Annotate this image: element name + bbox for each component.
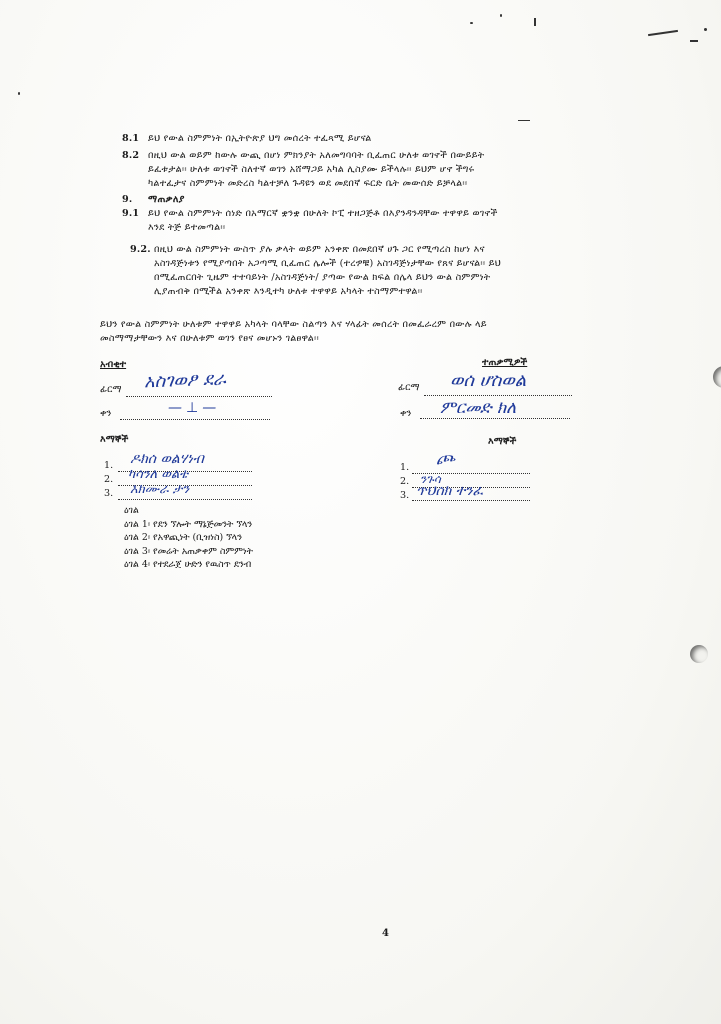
page-number: 4: [382, 928, 389, 939]
punch-hole: [690, 645, 708, 663]
punch-hole: [713, 366, 721, 388]
clause-number: 8.1: [122, 133, 140, 144]
annex-title: ዕገል: [124, 505, 139, 516]
clause-number: 9.2.: [130, 244, 151, 255]
sign-label-left: ፊርማ: [100, 384, 122, 395]
clause-line: በሚፈጠርበት ጊዜም ተተባይነት /አስገዳጅነት/ ያጣው የውል ክፍል በሌላ ይህን ውል ስምምነት: [154, 272, 491, 283]
scan-speck: [648, 30, 678, 36]
date-line: [420, 418, 570, 419]
annex-item: ዕገል 3፡ የመሬት አጠቃቀም ስምምነት: [124, 545, 253, 557]
closing-line: መስማማታቸውን እና በሁለቱም ወገን የፀና መሆኑን ገልፀዋል፡፡: [100, 333, 319, 344]
clause-line: ይህ የውል ስምምነት በኢትዮጵያ ህግ መሰረት ተፈጻሚ ይሆናል: [148, 133, 372, 144]
sign-label-right: ፊርማ: [398, 382, 420, 393]
clause-line: በዚህ ውል ስምምነት ውስጥ ያሉ ቃላት ወይም አንቀጽ በመደበኛ ሀጉ ጋር የሚጣረስ ከሆነ እና: [154, 244, 485, 255]
scan-speck: [534, 18, 536, 26]
signature-line: [424, 395, 572, 396]
closing-line: ይህን የውል ስምምነት ሁለቱም ተዋዋይ አካላት ባላቸው ስልጣን እና ሃላፊት መሰረት በመፈራረም በውሉ ላይ: [100, 319, 487, 330]
scan-speck: [690, 40, 698, 42]
annex-item: ዕገል 2፡ የአዋጪነት (ቢዝነስ) ኘላን: [124, 532, 242, 543]
witness-signature: ዶክሰ ወልሃነብ: [130, 451, 204, 467]
clause-number: 8.2: [122, 150, 140, 161]
clause-line: ካልተፈታና ስምምነት መድረስ ካልተቻለ ጉዳዩን ወደ መደበኛ ፍርድ ቤት መውሰድ ይቻላል፡፡: [148, 178, 468, 189]
witness-signature: ካሳንለ ወልቴ: [128, 467, 188, 482]
witness-signature: ንጉሳ: [420, 472, 441, 486]
clause-line: በዚህ ውል ወይም ከውሉ ውጪ በሆነ ምክንያት አለመግባባት ቢፈጠር ሁለቱ ወገኖች በውይይት: [148, 150, 485, 161]
annex-item: ዕገል 4፡ የተደራጀ ሁድን የዉስጥ ደንብ: [124, 559, 252, 570]
witnesses-title-right: እማኞች: [488, 436, 517, 447]
scan-speck: [704, 28, 707, 31]
signature-line: [126, 396, 272, 397]
witness-number: 2.: [104, 474, 114, 485]
witness-line: [118, 499, 252, 500]
clause-line: አስገዳጅነቱን የሚያጣበት አጋጣሚ ቢፈጠር ሌሎች (ተረፇቹ) አስገዳጅነታቸው የጸና ይሆናል፡፡ ይህ: [154, 258, 501, 269]
scan-speck: [518, 120, 530, 121]
date-label-left: ቀን: [100, 408, 112, 419]
clause-number: 9.1: [122, 208, 140, 219]
clause-line: ይህ የውል ስምምነት ሰነድ በአማርኛ ቋንቋ በሁለት ኮፒ ተዘጋጅቶ በእያንዳንዳቸው ተዋዋይ ወገኖች: [148, 208, 498, 219]
date-label-right: ቀን: [400, 408, 412, 419]
clause-line: ሊያጠብቅ በሚችል አንቀጽ እንዲተካ ሁለቱ ተዋዋይ አካላት ተስማምተዋል፡፡: [154, 286, 423, 297]
date-line: [120, 419, 270, 420]
scan-speck: [18, 92, 20, 95]
annex-item: ዕገል 1፡ የደን ኘሎት ማኔጅመንት ኘላን: [124, 518, 253, 530]
witness-signature: ጥህሰክ ተንፈ: [416, 483, 484, 499]
signature-right: ወሰ ሆስወል: [450, 370, 527, 391]
witness-number: 1.: [400, 462, 410, 473]
witness-number: 3.: [104, 488, 114, 499]
annex-list: [124, 504, 253, 572]
party-title-right: ተጠቃሚዎች: [482, 357, 528, 368]
clause-line: እንደ ትጅ ይተመጣል፡፡: [148, 222, 226, 233]
party-title-left: አብቂተ: [100, 359, 127, 370]
witness-signature: እክሙራ ታን: [130, 482, 190, 497]
witnesses-title-left: እማኞች: [100, 434, 129, 445]
section-heading: ማጠቃለያ: [148, 194, 185, 205]
clause-number: 9.: [122, 194, 133, 205]
signature-left: አስገወፆ ደራ: [143, 368, 227, 393]
witness-signature: ጮ: [436, 448, 455, 469]
witness-number: 2.: [400, 476, 410, 487]
scan-speck: [470, 22, 473, 24]
witness-line: [412, 500, 530, 501]
date-mark-right: ምርመድ ክለ: [440, 398, 517, 418]
scan-speck: [500, 14, 502, 17]
date-mark-left: —⊥—: [168, 400, 221, 416]
witness-number: 1.: [104, 460, 114, 471]
witness-number: 3.: [400, 490, 410, 501]
clause-line: ይፈቱታል፡፡ ሁለቱ ወገኖች ስለተኛ ወገን አሸማጋይ አካል ሊስያሙ ይችላሉ፡፡ ይህም ሆኖ ችግሩ: [148, 164, 475, 175]
